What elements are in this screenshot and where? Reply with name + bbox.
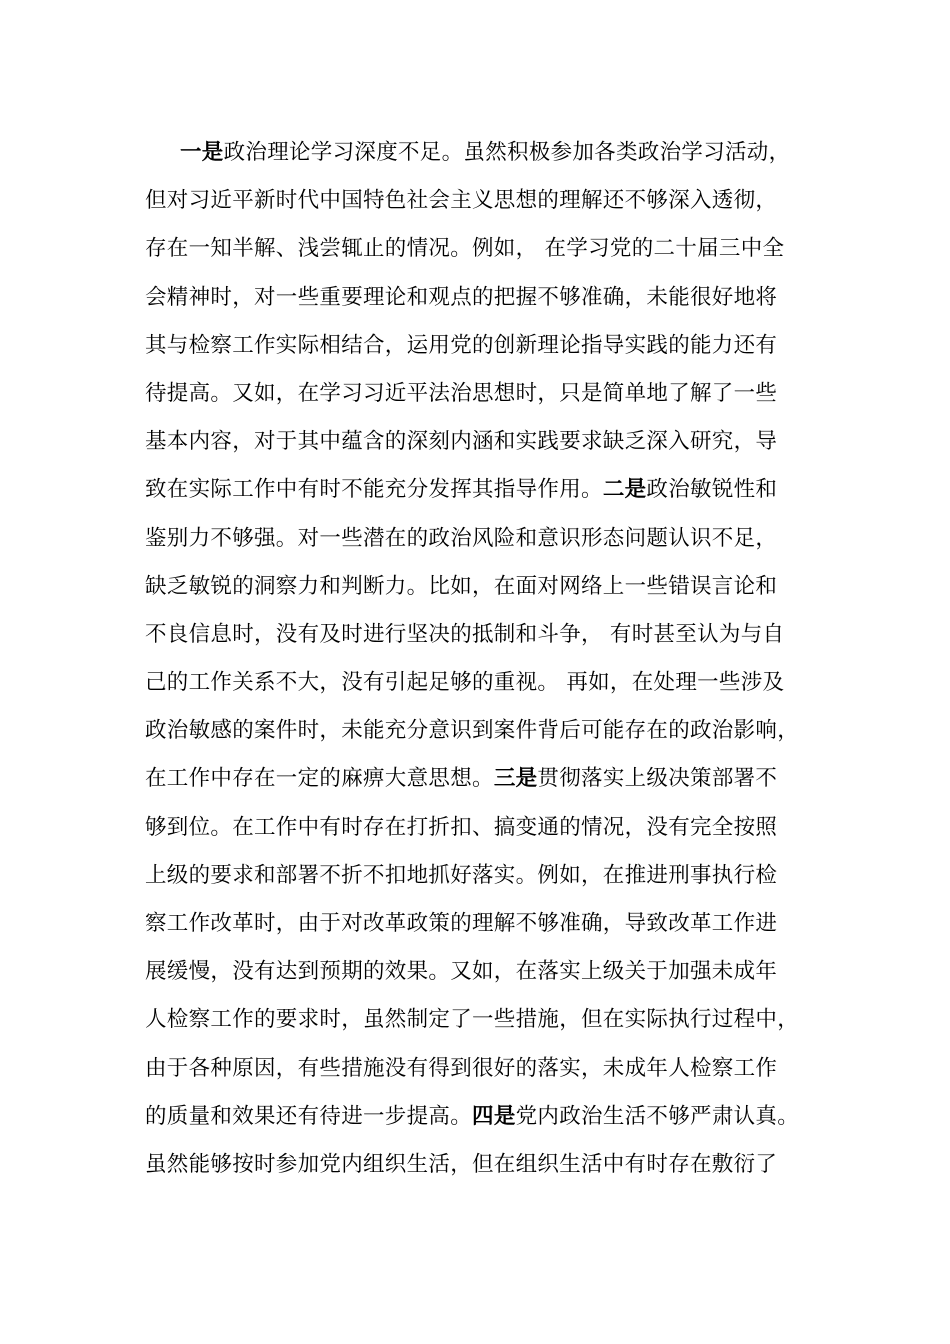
paragraph-line bbox=[145, 856, 825, 904]
paragraph-line bbox=[145, 470, 825, 518]
paragraph-line bbox=[145, 374, 825, 422]
paragraph-line bbox=[145, 1145, 825, 1193]
line-text: 察工作改革时，由于对改革政策的理解不够准确，导致改革工作进 bbox=[145, 911, 778, 936]
line-text: 贯彻落实上级决策部署不 bbox=[537, 766, 778, 792]
line-text: 会精神时，对一些重要理论和观点的把握不够准确，未能很好地将 bbox=[145, 284, 778, 310]
line-text: 政治敏锐性和 bbox=[646, 477, 778, 503]
line-text: 基本内容，对于其中蕴含的深刻内涵和实践要求缺乏深入研究，导 bbox=[145, 429, 778, 455]
point-marker-one: 一是 bbox=[180, 140, 224, 165]
line-text: 待提高。又如，在学习习近平法治思想时，只是简单地了解了一些 bbox=[145, 380, 778, 406]
line-text: 政治敏感的案件时，未能充分意识到案件背后可能存在的政治影响， bbox=[145, 718, 800, 744]
paragraph-line bbox=[145, 326, 825, 374]
line-text: 虽然能够按时参加党内组织生活，但在组织生活中有时存在敷衍了 bbox=[145, 1151, 778, 1177]
line-text: 致在实际工作中有时不能充分发挥其指导作用。 bbox=[145, 477, 603, 503]
paragraph-line bbox=[145, 711, 825, 759]
line-text: 在工作中存在一定的麻痹大意思想。 bbox=[145, 766, 494, 792]
line-text: 党内政治生活不够严肃认真。 bbox=[515, 1103, 800, 1129]
line-text: 己的工作关系不大，没有引起足够的重视。 再如，在处理一些涉及 bbox=[145, 670, 785, 696]
line-text: 够到位。在工作中有时存在打折扣、搞变通的情况，没有完全按照 bbox=[145, 814, 778, 840]
point-marker-three: 三是 bbox=[493, 766, 538, 792]
paragraph-line bbox=[145, 663, 825, 711]
line-text: 由于各种原因，有些措施没有得到很好的落实，未成年人检察工作 bbox=[145, 1055, 778, 1081]
paragraph-line bbox=[145, 808, 825, 856]
paragraph-line bbox=[145, 422, 825, 470]
point-marker-two: 二是 bbox=[602, 477, 647, 503]
line-text: 展缓慢，没有达到预期的效果。又如，在落实上级关于加强未成年 bbox=[145, 959, 778, 985]
line-text: 不良信息时，没有及时进行坚决的抵制和斗争， 有时甚至认为与自 bbox=[145, 621, 785, 647]
paragraph-line bbox=[145, 1000, 825, 1048]
line-text: 存在一知半解、浅尝辄止的情况。例如， 在学习党的二十届三中全 bbox=[145, 236, 785, 262]
document-body bbox=[145, 133, 825, 1193]
point-marker-four: 四是 bbox=[472, 1103, 516, 1129]
line-text: 上级的要求和部署不折不扣地抓好落实。例如，在推进刑事执行检 bbox=[145, 862, 778, 888]
line-text: 但对习近平新时代中国特色社会主义思想的理解还不够深入透彻， bbox=[145, 188, 778, 214]
paragraph-line bbox=[145, 278, 825, 326]
paragraph-line bbox=[145, 1049, 825, 1097]
paragraph-line bbox=[145, 133, 825, 181]
line-text: 政治理论学习深度不足。虽然积极参加各类政治学习活动， bbox=[223, 140, 791, 165]
paragraph-line bbox=[145, 229, 825, 277]
paragraph-line bbox=[145, 567, 825, 615]
line-text: 的质量和效果还有待进一步提高。 bbox=[145, 1103, 473, 1129]
line-text: 其与检察工作实际相结合，运用党的创新理论指导实践的能力还有 bbox=[145, 332, 778, 358]
paragraph-line bbox=[145, 1097, 825, 1145]
line-text: 鉴别力不够强。对一些潜在的政治风险和意识形态问题认识不足， bbox=[145, 525, 778, 551]
paragraph-line bbox=[145, 519, 825, 567]
paragraph-line bbox=[145, 759, 825, 807]
paragraph-line bbox=[145, 904, 825, 952]
line-text: 缺乏敏锐的洞察力和判断力。比如，在面对网络上一些错误言论和 bbox=[145, 573, 778, 599]
paragraph-line bbox=[145, 952, 825, 1000]
line-text: 人检察工作的要求时，虽然制定了一些措施，但在实际执行过程中， bbox=[145, 1007, 800, 1033]
paragraph-line bbox=[145, 181, 825, 229]
paragraph-line bbox=[145, 615, 825, 663]
